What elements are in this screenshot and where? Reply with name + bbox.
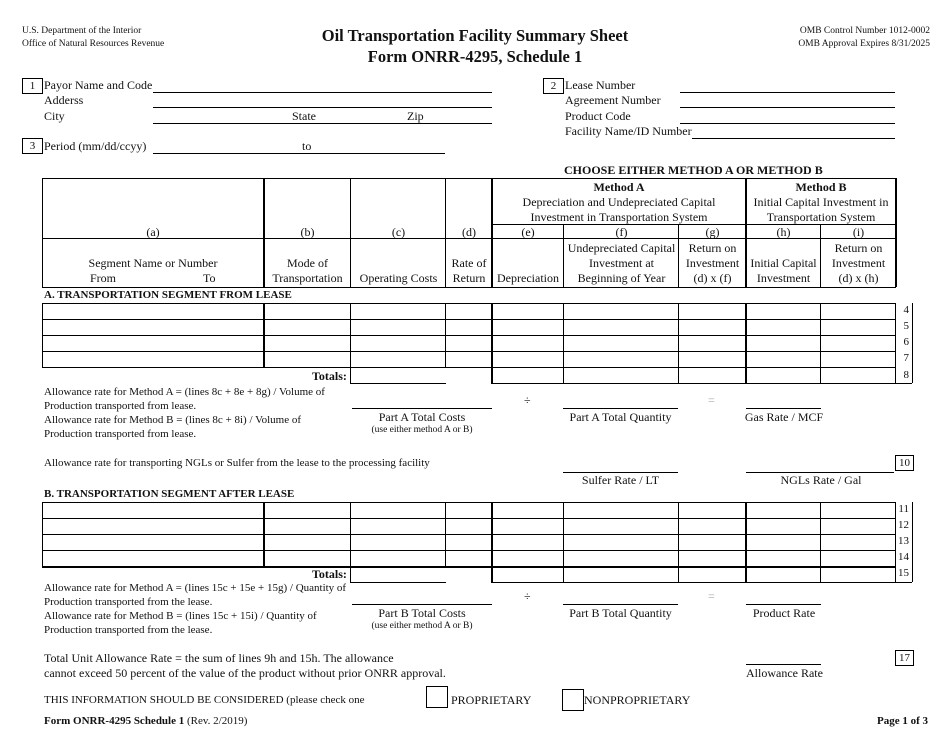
col-i-heading2: Investment [831,256,886,270]
section-a-allow-b2: Production transported from lease. [44,428,197,440]
col-g-heading3: (d) x (f) [693,271,732,285]
omb-expires: OMB Approval Expires 8/31/2025 [798,39,930,49]
part-b-either-note: (use either method A or B) [371,621,473,631]
ngl-text: Allowance rate for transporting NGLs or Sulfer from the lease to the processing facility [44,457,430,469]
part-b-total-quantity-label: Part B Total Quantity [569,606,672,620]
col-h-heading2: Investment [756,271,811,285]
allowance-rate-label: Allowance Rate [746,666,823,680]
nonproprietary-label: NONPROPRIETARY [584,693,691,707]
lease-number-label: Lease Number [565,78,636,92]
col-g-heading1: Return on [688,241,737,255]
gas-rate-input[interactable] [746,394,821,409]
line-number-8: 8 [903,369,909,381]
period-label: Period (mm/dd/ccyy) [44,139,147,153]
dept-line1: U.S. Department of the Interior [22,26,142,36]
line-number-10: 10 [895,455,914,471]
total-allowance-text1: Total Unit Allowance Rate = the sum of lines 9h and 15h. The allowance [44,651,394,665]
footer-form-name: Form ONRR-4295 Schedule 1 [44,715,185,727]
col-b-heading2: Transportation [272,271,343,285]
product-code-label: Product Code [565,109,631,123]
section-a-allow-a1: Allowance rate for Method A = (lines 8c + 8e + 8g) / Volume of [44,386,325,398]
col-e-heading: Depreciation [497,271,559,285]
footer-form [44,715,247,727]
product-code-input[interactable] [680,109,895,124]
address-input[interactable] [153,93,492,108]
facility-label: Facility Name/ID Number [565,124,692,138]
agreement-number-input[interactable] [680,93,895,108]
col-letter-i: (i) [852,225,865,239]
col-a-from: From [90,271,117,285]
section-a-allow-a2: Production transported from lease. [44,400,197,412]
omb-control: OMB Control Number 1012-0002 [799,26,930,36]
section-b-allow-b1: Allowance rate for Method B = (lines 15c + 15i) / Quantity of [44,610,317,622]
box-3-label: 3 [22,138,43,154]
col-f-heading2: Investment at [589,256,654,270]
section-a-totals-label: Totals: [312,369,347,383]
gas-rate-label: Gas Rate / MCF [744,410,824,424]
line-number-5: 5 [903,320,909,332]
part-a-either-note: (use either method A or B) [371,425,473,435]
sulfer-rate-input[interactable] [563,458,678,473]
period-input[interactable] [153,139,445,154]
equals-symbol-a: = [708,393,715,407]
choose-method-heading: CHOOSE EITHER METHOD A OR METHOD B [564,163,823,177]
part-a-total-costs-label: Part A Total Costs [378,410,466,424]
nonproprietary-checkbox[interactable] [562,689,584,711]
part-a-total-quantity-label: Part A Total Quantity [569,410,672,424]
address-label: Adderss [44,93,84,107]
city-input[interactable] [153,109,492,124]
line-number-12: 12 [898,519,909,531]
dept-line2: Office of Natural Resources Revenue [22,39,165,49]
line-number-7: 7 [903,352,909,364]
sulfer-rate-label: Sulfer Rate / LT [581,473,660,487]
part-a-total-quantity-input[interactable] [563,394,678,409]
lease-number-input[interactable] [680,78,895,93]
col-i-heading3: (d) x (h) [838,271,879,285]
part-a-total-costs-input[interactable] [352,394,492,409]
agreement-number-label: Agreement Number [565,93,661,107]
col-d-heading1: Rate of [451,256,487,270]
line-number-6: 6 [903,336,909,348]
period-to-label: to [302,139,312,153]
line-number-4: 4 [903,304,909,316]
method-b-desc2: Transportation System [766,210,876,224]
col-b-heading1: Mode of [287,256,328,270]
method-a-desc2: Investment in Transportation System [530,210,708,224]
equals-symbol-b: = [708,589,715,603]
zip-label: Zip [407,109,424,123]
ngls-rate-input[interactable] [746,458,894,473]
consider-text: THIS INFORMATION SHOULD BE CONSIDERED (please check one [44,694,365,706]
line-number-11: 11 [898,503,909,515]
proprietary-checkbox[interactable] [426,686,448,708]
col-a-to: To [203,271,216,285]
method-b-desc1: Initial Capital Investment in [753,195,889,209]
product-rate-input[interactable] [746,590,821,605]
section-b-allow-a2: Production transported from the lease. [44,596,213,608]
page-number: Page 1 of 3 [876,715,928,727]
city-label: City [44,109,65,123]
section-a-title: A. TRANSPORTATION SEGMENT FROM LEASE [44,289,292,301]
divide-symbol-b: ÷ [524,589,531,603]
total-allowance-text2: cannot exceed 50 percent of the value of the product without prior ONRR approval. [44,666,446,680]
col-f-heading1: Undepreciated Capital [567,241,676,255]
col-letter-d: (d) [462,225,476,239]
payor-name-label: Payor Name and Code [44,78,153,92]
form-title: Oil Transportation Facility Summary Sheet [321,26,629,45]
divide-symbol-a: ÷ [524,393,531,407]
col-letter-c: (c) [391,225,406,239]
col-c-heading: Operating Costs [359,271,438,285]
col-letter-a: (a) [146,225,160,239]
box-2-label: 2 [543,78,564,94]
state-label: State [292,109,316,123]
col-letter-g: (g) [705,225,720,239]
line-number-14: 14 [898,551,909,563]
form-subtitle: Form ONRR-4295, Schedule 1 [367,47,583,66]
line-number-17: 17 [895,650,914,666]
part-b-total-costs-label: Part B Total Costs [378,606,466,620]
col-i-heading1: Return on [834,241,883,255]
col-letter-h: (h) [776,225,791,239]
method-a-desc1: Depreciation and Undepreciated Capital [522,195,716,209]
section-b-allow-a1: Allowance rate for Method A = (lines 15c + 15e + 15g) / Quantity of [44,582,347,594]
col-letter-e: (e) [521,225,535,239]
section-b-title: B. TRANSPORTATION SEGMENT AFTER LEASE [44,488,295,500]
section-b-allow-b2: Production transported from the lease. [44,624,213,636]
col-letter-f: (f) [615,225,628,239]
line-number-13: 13 [898,535,909,547]
facility-input[interactable] [692,124,895,139]
col-f-heading3: Beginning of Year [577,271,666,285]
part-b-total-quantity-input[interactable] [563,590,678,605]
product-rate-label: Product Rate [752,606,816,620]
payor-name-input[interactable] [153,78,492,93]
box-1-label: 1 [22,78,43,94]
col-g-heading2: Investment [685,256,740,270]
col-letter-b: (b) [300,225,315,239]
section-b-totals-label: Totals: [312,567,347,581]
section-a-allow-b1: Allowance rate for Method B = (lines 8c + 8i) / Volume of [44,414,302,426]
part-b-total-costs-input[interactable] [352,590,492,605]
col-h-heading1: Initial Capital [750,256,817,270]
proprietary-label: PROPRIETARY [451,693,532,707]
ngls-rate-label: NGLs Rate / Gal [780,473,862,487]
col-d-heading2: Return [452,271,486,285]
method-a-title: Method A [593,180,645,194]
col-a-heading: Segment Name or Number [88,256,218,270]
footer-rev: (Rev. 2/2019) [187,715,248,727]
line-number-15: 15 [898,567,909,579]
allowance-rate-input[interactable] [746,650,821,665]
method-b-title: Method B [795,180,847,194]
